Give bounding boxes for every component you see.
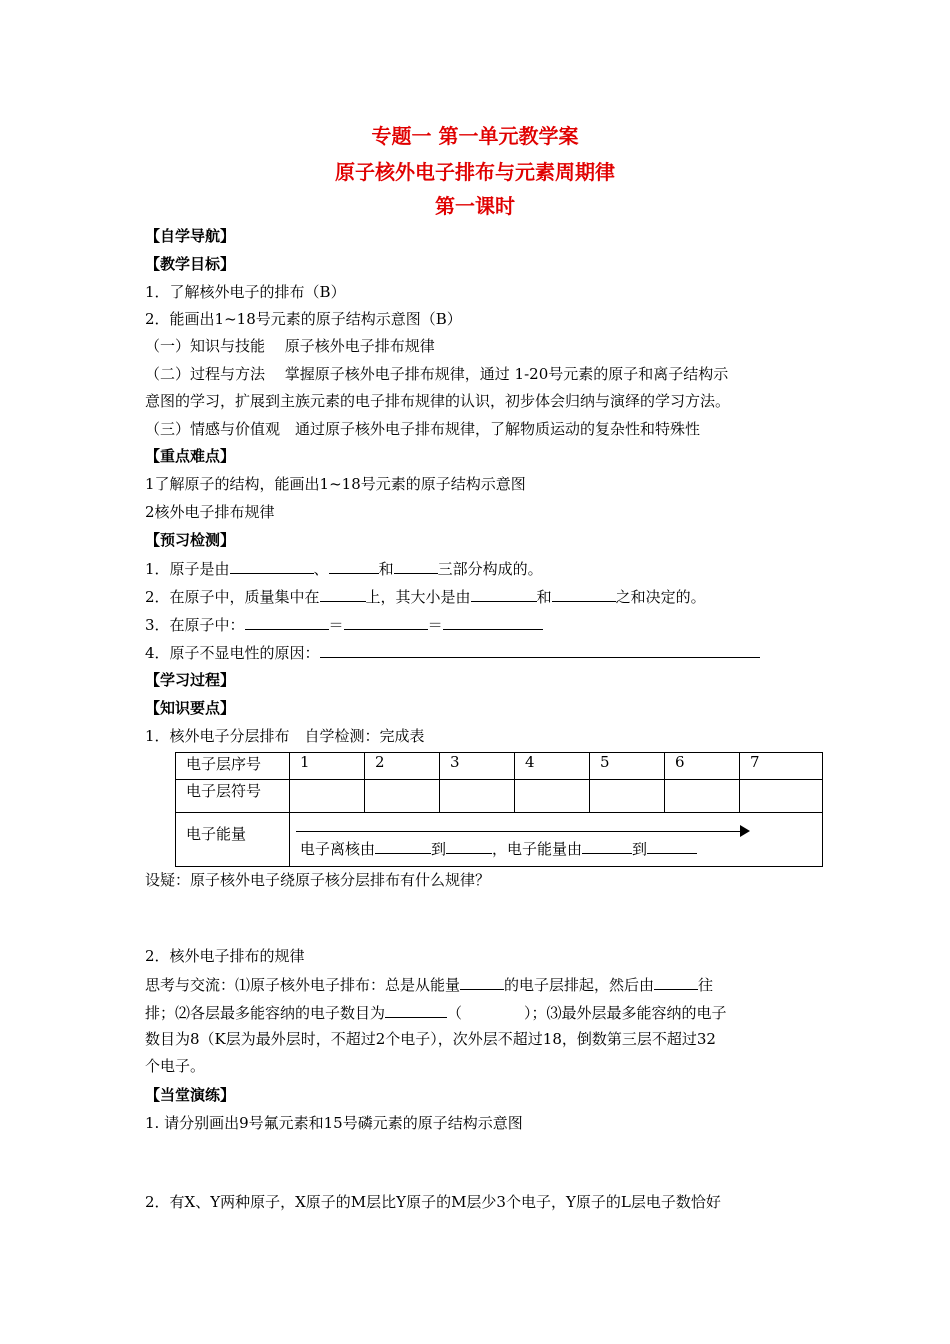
- think-line-4: 个电子。: [145, 1057, 206, 1075]
- energy-blank-2[interactable]: [446, 838, 492, 854]
- q1-text-a: 1．原子是由: [145, 560, 230, 578]
- goal-knowledge: （一）知识与技能 原子核外电子排布规律: [145, 337, 435, 355]
- shell-symbol-cell[interactable]: [740, 780, 823, 813]
- key-point-2: 2核外电子排布规律: [145, 503, 275, 521]
- shell-symbol-cell[interactable]: [365, 780, 440, 813]
- practice-item-1: 1. 请分别画出9号氟元素和15号磷元素的原子结构示意图: [145, 1114, 523, 1132]
- objective-item-1: 1．了解核外电子的排布（B）: [145, 283, 346, 301]
- shell-number-cell: 6: [665, 753, 740, 780]
- goal-emotion: （三）情感与价值观 通过原子核外电子排布规律，了解物质运动的复杂性和特殊性: [145, 420, 701, 438]
- q2-blank-1[interactable]: [320, 586, 366, 602]
- think1-blank-2[interactable]: [654, 974, 698, 990]
- shell-number-cell: 4: [515, 753, 590, 780]
- table-row-shell-number: [176, 753, 823, 780]
- q3-eq-1: ＝: [328, 616, 344, 634]
- section-knowledge: 【知识要点】: [145, 699, 236, 717]
- shell-number-cell: 5: [590, 753, 665, 780]
- q2-blank-2[interactable]: [471, 586, 537, 602]
- key-point-1: 1了解原子的结构，能画出1~18号元素的原子结构示意图: [145, 475, 526, 493]
- q2-text-b: 上，其大小是由: [365, 588, 471, 606]
- row-label-shell-symbol: 电子层符号: [176, 780, 290, 813]
- q1-text-d: 三部分构成的。: [437, 560, 543, 578]
- energy-description: [300, 838, 697, 859]
- shell-number-cell: 2: [365, 753, 440, 780]
- think2-text-c: ）；⑶最外层最多能容纳的电子: [524, 1004, 727, 1022]
- section-process: 【学习过程】: [145, 671, 236, 689]
- shell-number-cell: 3: [440, 753, 515, 780]
- think2-blank-1[interactable]: [385, 1002, 447, 1018]
- practice-item-2: 2．有X、Y两种原子，X原子的M层比Y原子的M层少3个电子，Y原子的L层电子数恰好: [145, 1193, 721, 1211]
- preview-question-4: [145, 642, 760, 663]
- q1-blank-1[interactable]: [230, 558, 314, 574]
- preview-question-1: [145, 558, 543, 579]
- think-line-2: [145, 1002, 727, 1023]
- energy-text-c: ，电子能量由: [492, 840, 583, 858]
- q2-blank-3[interactable]: [552, 586, 616, 602]
- q2-text-c: 和: [536, 588, 552, 606]
- think2-text-b: （: [447, 1004, 463, 1022]
- knowledge-point-2: 2．核外电子排布的规律: [145, 947, 305, 965]
- q3-text-a: 3．在原子中：: [145, 616, 245, 634]
- preview-question-3: [145, 614, 543, 635]
- shell-symbol-cell[interactable]: [440, 780, 515, 813]
- energy-cell: [290, 813, 823, 867]
- q4-text-a: 4．原子不显电性的原因：: [145, 644, 320, 662]
- knowledge-point-1: 1．核外电子分层排布 自学检测：完成表: [145, 727, 425, 745]
- shell-symbol-cell[interactable]: [665, 780, 740, 813]
- row-label-shell-number: 电子层序号: [176, 753, 290, 780]
- shell-number-cell: 1: [290, 753, 365, 780]
- section-key-points: 【重点难点】: [145, 447, 236, 465]
- q2-text-a: 2．在原子中，质量集中在: [145, 588, 320, 606]
- energy-text-b: 到: [431, 840, 447, 858]
- think1-text-b: 的电子层排起，然后由: [504, 976, 655, 994]
- think-line-1: [145, 974, 713, 995]
- shell-symbol-cell[interactable]: [515, 780, 590, 813]
- think1-blank-1[interactable]: [460, 974, 504, 990]
- think2-text-a: 排；⑵各层最多能容纳的电子数目为: [145, 1004, 386, 1022]
- think-line-3: 数目为8（K层为最外层时，不超过2个电子），次外层不超过18，倒数第三层不超过32: [145, 1030, 716, 1048]
- q4-blank[interactable]: [320, 642, 760, 658]
- row-label-energy: 电子能量: [176, 813, 290, 867]
- think1-text-c: 往: [698, 976, 714, 994]
- preview-question-2: [145, 586, 706, 607]
- energy-blank-4[interactable]: [647, 838, 697, 854]
- energy-blank-3[interactable]: [582, 838, 632, 854]
- table-row-shell-symbol: [176, 780, 823, 813]
- section-preview: 【预习检测】: [145, 531, 236, 549]
- q1-blank-3[interactable]: [394, 558, 438, 574]
- goal-process-line1: （二）过程与方法 掌握原子核外电子排布规律，通过 1-20号元素的原子和离子结构示: [145, 365, 729, 383]
- table-row-energy: [176, 813, 823, 867]
- q2-text-d: 之和决定的。: [615, 588, 706, 606]
- q3-eq-2: ＝: [427, 616, 443, 634]
- energy-text-d: 到: [632, 840, 648, 858]
- section-practice: 【当堂演练】: [145, 1086, 236, 1104]
- shell-number-cell: 7: [740, 753, 823, 780]
- document-title: 专题一 第一单元教学案: [371, 124, 579, 148]
- section-self-study: 【自学导航】: [145, 227, 236, 245]
- goal-process-line2: 意图的学习，扩展到主族元素的电子排布规律的认识，初步体会归纳与演绎的学习方法。: [145, 392, 731, 410]
- energy-blank-1[interactable]: [375, 838, 431, 854]
- electron-shell-table: [175, 752, 823, 867]
- q3-blank-3[interactable]: [443, 614, 543, 630]
- energy-arrow-line: [296, 831, 742, 832]
- objective-item-2: 2．能画出1~18号元素的原子结构示意图（B）: [145, 310, 462, 328]
- q1-text-b: 、: [313, 560, 329, 578]
- arrow-right-icon: [740, 825, 750, 837]
- section-objectives: 【教学目标】: [145, 255, 236, 273]
- q3-blank-2[interactable]: [344, 614, 428, 630]
- document-subtitle: 原子核外电子排布与元素周期律: [335, 160, 615, 184]
- energy-text-a: 电子离核由: [300, 840, 376, 858]
- shell-symbol-cell[interactable]: [290, 780, 365, 813]
- think1-text-a: 思考与交流：⑴原子核外电子排布：总是从能量: [145, 976, 461, 994]
- q1-blank-2[interactable]: [329, 558, 379, 574]
- q3-blank-1[interactable]: [245, 614, 329, 630]
- lesson-label: 第一课时: [435, 194, 515, 218]
- doubt-question: 设疑：原子核外电子绕原子核分层排布有什么规律？: [145, 871, 491, 889]
- q1-text-c: 和: [378, 560, 394, 578]
- shell-symbol-cell[interactable]: [590, 780, 665, 813]
